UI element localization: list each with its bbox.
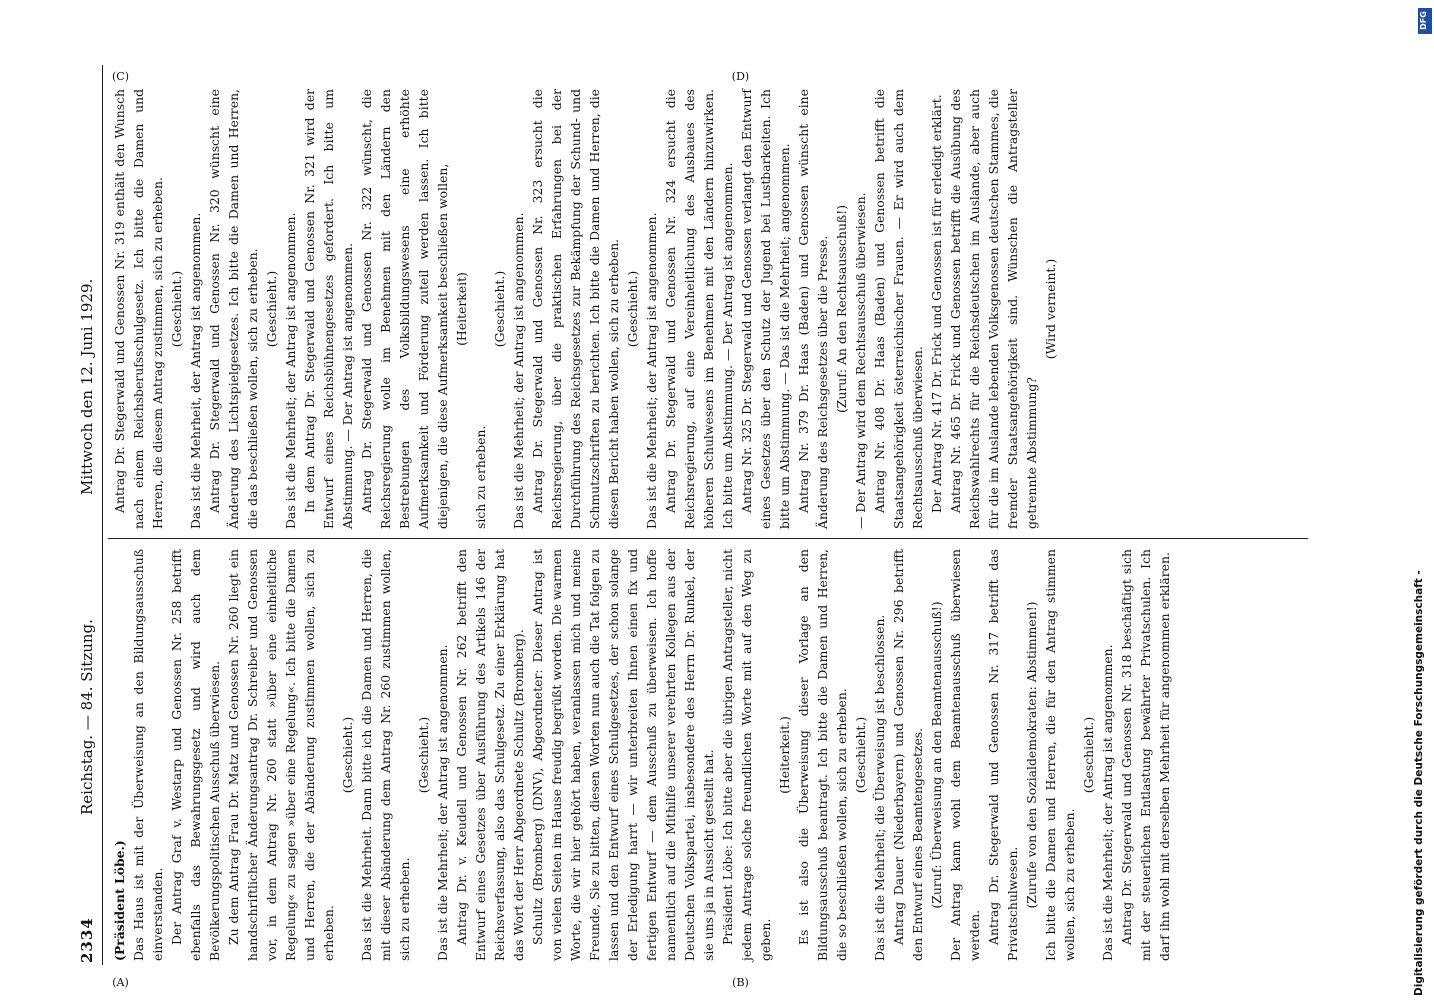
paragraph: Es ist also die Überweisung dieser Vorlage an den Bildungsausschuß beantragt. Ich bitte die Damen und Herren, die so beschließen wollen, sich zu erheben. [796,549,849,961]
paragraph: Das ist die Mehrheit; der Antrag ist angenommen. [511,212,526,529]
paragraph: sich zu erheben. [473,425,488,529]
paragraph: Das ist die Mehrheit, der Antrag ist angenommen. [188,212,203,529]
paragraph: Antrag Nr. 379 Dr. Haas (Baden) und Genossen wünscht eine Änderung des Reichsgesetzes über die Presse. [796,89,830,529]
margin-mark-d: (D) [731,69,750,83]
page-header [74,65,103,965]
stage-direction: (Zuruf: Überweisung an den Beamtenausschuß!) [929,601,944,909]
paragraph: Das ist die Mehrheit; der Antrag ist angenommen. [644,212,659,529]
funding-credit-text: Digitalisierung gefördert durch die Deutsche Forschungsgemeinschaft - [1413,570,1425,996]
stage-direction: (Geschieht.) [853,716,868,794]
paragraph: Ich bitte die Damen und Herren, die für den Antrag stimmen wollen, sich zu erheben. [1043,549,1077,961]
margin-mark-c: (C) [112,70,129,83]
paragraph: Antrag Dr. Stegerwald und Genossen Nr. 318 beschäftigt sich mit der steuerlichen Entlastung bewährter Privatschulen. Ich darf ihn wohl mit derselben Mehrheit für angenommen erklären. [1119,549,1172,961]
speech-paragraph: Präsident Löbe: Ich bitte aber die übrigen Antragsteller, nicht jedem Antrage solche freundlichen Worte mit auf den Weg zu geben. [720,549,773,961]
stage-direction: (Geschieht.) [340,716,355,794]
stage-direction: (Geschieht.) [492,270,507,348]
paragraph: Antrag Dr. Stegerwald und Genossen Nr. 322 wünscht, die Reichsregierung wolle im Benehmen mit den Ländern den Bestrebungen des Volksbildungswesens eine erhöhte Aufmerksamkeit und Förderung zuteil werden lassen. Ich bitte diejenigen, die diese Aufmerksamkeit beschließen wollen, [359,89,450,529]
stage-direction: (Zuruf: An den Rechtsausschuß!) [834,204,849,414]
paragraph: Das ist die Mehrheit; die Überweisung ist beschlossen. [872,614,887,961]
session-title: Reichstag. — 84. Sitzung. [78,619,96,815]
stage-direction: (Heiterkeit.) [777,716,792,794]
date-title: Mittwoch den 12. Juni 1929. [78,278,96,495]
paragraph: Antrag Dr. Stegerwald und Genossen Nr. 323 ersucht die Reichsregierung, über die praktischen Erfahrungen bei der Durchführung des Reichsgesetzes zur Bekämpfung der Schund- und Schmutzschriften zu berichten. Ich bitte die Damen und Herren, die diesen Bericht haben wollen, sich zu erheben. [530,89,621,529]
paragraph: Antrag Dr. Stegerwald und Genossen Nr. 324 ersucht die Reichsregierung, auf eine Vereinheitlichung des Ausbaues des höheren Schulwesens im Benehmen mit den Ländern hinzuwirken. Ich bitte um Abstimmung. — Der Antrag ist angenommen. [663,89,735,529]
stage-direction: (Geschieht.) [625,270,640,348]
stage-direction: (Geschieht.) [416,716,431,794]
stage-direction: (Geschieht.) [264,270,279,348]
paragraph: Antrag Nr. 325 Dr. Stegerwald und Genossen verlangt den Entwurf eines Gesetzes über den Schutz der Jugend bei Lustbarkeiten. Ich bitte um Abstimmung. — Das ist die Mehrheit; angenommen. [739,89,792,529]
paragraph: Antrag Nr. 408 Dr. Haas (Baden) und Genossen betrifft die Staatsangehörigkeit österreichischer Frauen. — Er wird auch dem Rechtsausschuß überwiesen. [872,89,925,529]
paragraph: Das ist die Mehrheit; der Antrag ist angenommen. [1100,644,1115,961]
paragraph: Das ist die Mehrheit; der Antrag ist angenommen. [283,212,298,529]
margin-mark-b: (B) [732,976,749,990]
column-divider [108,538,1308,539]
stage-direction: (Wird verneint.) [1043,258,1058,360]
paragraph: Der Antrag Graf v. Westarp und Genossen Nr. 258 betrifft ebenfalls das Bewahrungsgesetz und wird auch dem Bevölkerungspolitischen Ausschuß überwiesen. [169,549,222,961]
right-column [110,89,1060,529]
dfg-logo-text: DFG [1418,11,1428,30]
paragraph: — Der Antrag wird dem Rechtsausschuß überwiesen. [853,192,868,529]
paragraph: Zu dem Antrag Frau Dr. Matz und Genossen Nr. 260 liegt ein handschriftlicher Änderungsantrag Dr. Schreiber und Genossen vor, in dem Antrag Nr. 260 statt »über eine einheitliche Regelung« zu sagen »über eine Regelung«. Ich bitte die Damen und Herren, die der Abänderung zustimmen wollen, sich zu erheben. [226,549,336,961]
paragraph: Das Haus ist mit der Überweisung an den Bildungsausschuß einverstanden. [131,549,165,961]
paragraph: Antrag Dauer (Niederbayern) und Genossen Nr. 296 betrifft den Entwurf eines Beamtengesetzes. [891,549,925,961]
dfg-logo [1418,8,1432,34]
rotated-page [74,65,1314,990]
paragraph: Das ist die Mehrheit; der Antrag ist angenommen. [435,644,450,961]
speech-paragraph: Schultz (Bromberg) (DNV), Abgeordneter: Dieser Antrag ist von vielen Seiten im Hause freudig begrüßt worden. Die warmen Worte, die wir hier gehört haben, veranlassen mich und meine Freunde, Sie zu bitten, diesen Worten nun auch die Tat folgen zu lassen und den Entwurf eines Schulgesetzes, der schon solange der Erledigung harrt — wir unterbreiten Ihnen einen fix und fertigen Entwurf — dem Ausschuß zu überweisen. Ich hoffe namentlich auf die Mithilfe unserer verehrten Kollegen aus der Deutschen Volkspartei, insbesondere des Herrn Dr. Runkel, der sie uns ja in Aussicht gestellt hat. [530,549,716,961]
paragraph: Antrag Dr. Stegerwald und Genossen Nr. 319 enthält den Wunsch nach einem Reichsberufsschulgesetz. Ich bitte die Damen und Herren, die diesem Antrag zustimmen, sich zu erheben. [112,89,165,529]
stage-direction: (Geschieht.) [169,270,184,348]
paragraph: Der Antrag Nr. 417 Dr. Frick und Genossen ist für erledigt erklärt. [929,94,944,513]
page-number: 2334 [78,917,96,963]
stage-direction: (Geschieht.) [1081,716,1096,794]
paragraph: Antrag Nr. 465 Dr. Frick und Genossen betrifft die Ausübung des Reichswahlrechts für die Reichsdeutschen im Auslande, aber auch für die im Auslande lebenden Volksgenossen deutschen Stammes, die fremder Staatsangehörigkeit sind. Wünschen die Antragsteller getrennte Abstimmung? [948,89,1039,529]
stage-direction: (Heiterkeit) [454,272,469,346]
stage-direction: (Zurufe von den Sozialdemokraten: Abstimmen!) [1024,601,1039,909]
paragraph: Antrag Dr. Stegerwald und Genossen Nr. 320 wünscht eine Änderung des Lichtspielgesetzes. Ich bitte die Damen und Herren, die das beschließen wollen, sich zu erheben. [207,89,260,529]
speaker-heading: (Präsident Löbe.) [112,840,127,961]
paragraph: Antrag Dr. Stegerwald und Genossen Nr. 317 betrifft das Privatschulwesen. [986,549,1020,961]
paragraph: Der Antrag kann wohl dem Beamtenausschuß überwiesen werden. [948,549,982,961]
paragraph: In dem Antrag Dr. Stegerwald und Genossen Nr. 321 wird der Entwurf eines Reichsbühnengesetzes gefordert. Ich bitte um Abstimmung. — Der Antrag ist angenommen. [302,89,355,529]
paragraph: Antrag Dr. v. Keudell und Genossen Nr. 262 betrifft den Entwurf eines Gesetzes über Ausführung des Artikels 146 der Reichsverfassung, also das Schulgesetz. Zu einer Erklärung hat das Wort der Herr Abgeordnete Schultz (Bromberg). [454,549,526,961]
left-column [110,549,1174,961]
paragraph: Das ist die Mehrheit. Dann bitte ich die Damen und Herren, die mit dieser Abänderung dem Antrag Nr. 260 zustimmen wollen, sich zu erheben. [359,549,412,961]
margin-mark-a: (A) [112,976,129,990]
